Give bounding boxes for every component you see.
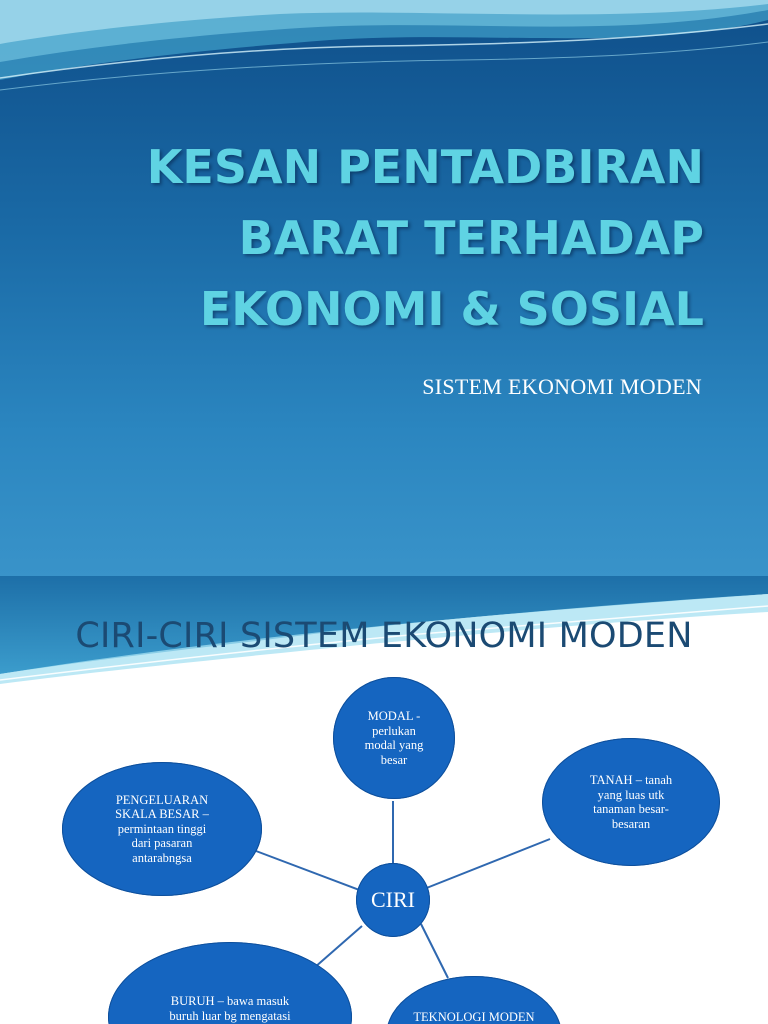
buruh-node-text <box>169 994 290 1023</box>
pengeluaran-line-4: dari pasaran <box>131 836 193 851</box>
title-line-2: BARAT TERHADAP <box>238 211 704 265</box>
title-line-3: EKONOMI & SOSIAL <box>199 282 704 336</box>
teknologi-node-text <box>413 1010 534 1024</box>
slide-title <box>40 132 704 345</box>
tanah-node-text <box>590 773 672 831</box>
modal-line-2: perlukan <box>372 723 416 738</box>
slide-title: CIRI-CIRI SISTEM EKONOMI MODEN <box>75 616 693 656</box>
content-slide <box>0 576 768 1024</box>
pengeluaran-node-text <box>115 793 209 866</box>
slide-subtitle: SISTEM EKONOMI MODEN <box>422 374 702 399</box>
tanah-line-2: yang luas utk <box>597 787 665 802</box>
connector-teknologi <box>421 924 448 978</box>
modal-line-3: modal yang <box>364 738 424 752</box>
center-node-label: CIRI <box>371 887 415 912</box>
buruh-line-1: BURUH – bawa masuk <box>170 994 290 1008</box>
tanah-line-1: TANAH – tanah <box>589 773 673 787</box>
pengeluaran-node <box>62 762 262 896</box>
tanah-line-4: besaran <box>611 816 651 831</box>
connector-buruh <box>314 926 362 968</box>
connector-pengeluaran <box>256 851 362 891</box>
tanah-node <box>542 738 720 866</box>
pengeluaran-line-3: permintaan tinggi <box>117 821 207 836</box>
teknologi-line-1: TEKNOLOGI MODEN <box>413 1010 535 1024</box>
pengeluaran-line-1: PENGELUARAN <box>115 792 209 807</box>
center-node <box>356 863 430 937</box>
modal-node <box>333 677 455 799</box>
pengeluaran-line-2: SKALA BESAR – <box>115 807 209 822</box>
modal-node-text <box>365 709 424 767</box>
buruh-line-2: buruh luar bg mengatasi <box>169 1008 291 1023</box>
connector-tanah <box>424 839 550 889</box>
wave-decoration <box>0 0 768 110</box>
modal-line-4: besar <box>380 752 408 767</box>
pengeluaran-line-5: antarabngsa <box>132 850 192 865</box>
tanah-line-3: tanaman besar- <box>593 802 669 816</box>
title-line-1: KESAN PENTADBIRAN <box>146 140 704 194</box>
modal-line-1: MODAL - <box>367 709 421 723</box>
